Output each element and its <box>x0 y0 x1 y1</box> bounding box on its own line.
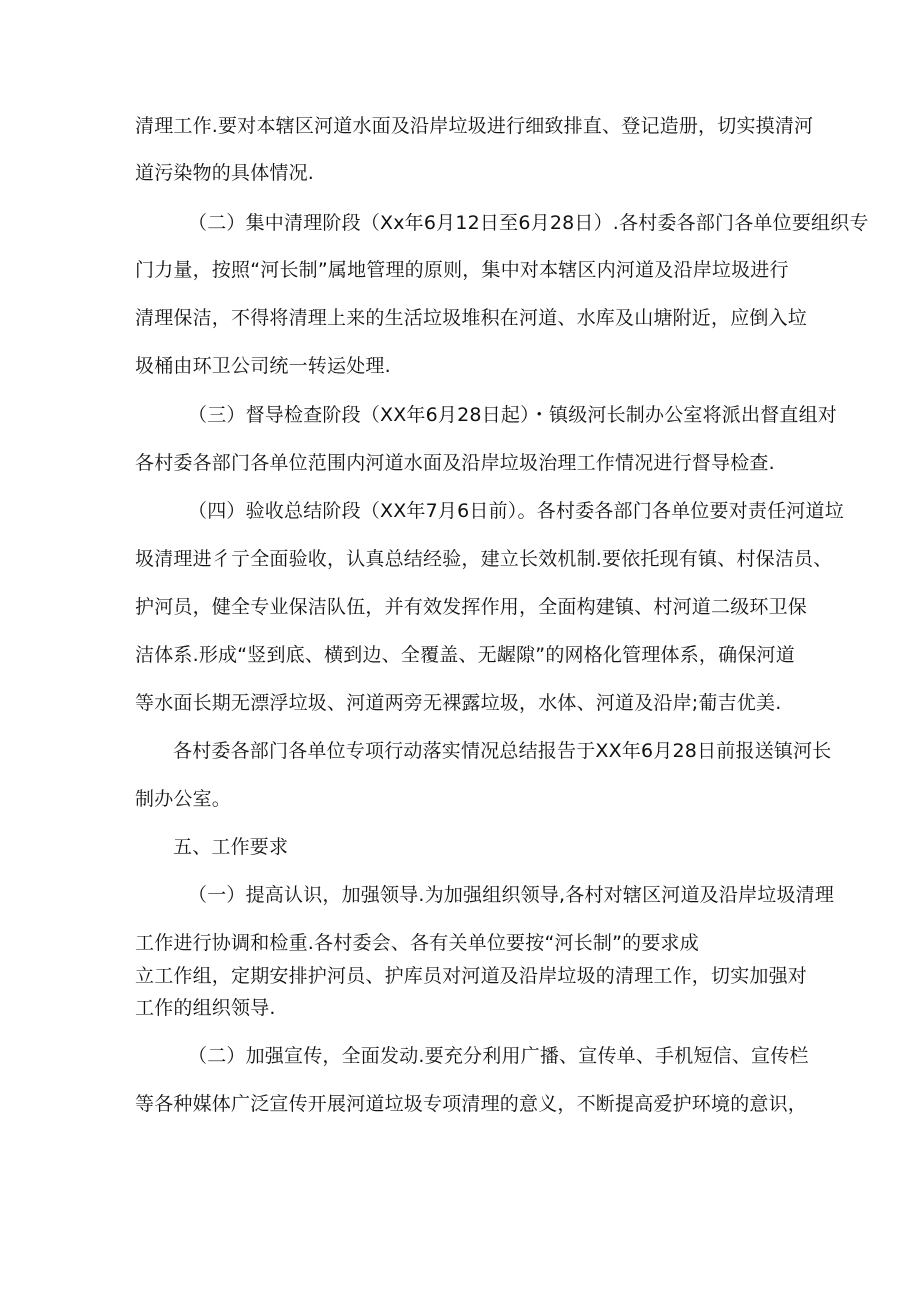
text-line-10: 圾清理进彳亍全面验收，认真总结经验，建立长效机制.要依托现有镇、村保洁员、 <box>135 548 833 570</box>
text-line-9: （四）验收总结阶段（XX年7月6日前）。各村委各部门各单位要对责任河道垃 <box>188 500 844 522</box>
text-line-4: 门力量，按照“河长制”属地管理的原则，集中对本辖区内河道及沿岸垃圾进行 <box>135 259 789 281</box>
text-line-17: （一）提高认识，加强领导.为加强组织领导,各村对辖区河道及沿岸垃圾清理 <box>188 884 835 906</box>
text-line-2: 道污染物的具体情况. <box>135 162 315 184</box>
text-line-13: 等水面长期无漂浮垃圾、河道两旁无裸露垃圾，水体、河道及沿岸;葡吉优美. <box>135 692 782 714</box>
text-line-12: 洁体系.形成“竖到底、横到边、全覆盖、无龌隙”的网格化管理体系，确保河道 <box>135 644 795 666</box>
text-line-18: 工作进行协调和检重.各村委会、各有关单位要按“河长制”的要求成 <box>135 932 699 954</box>
text-line-3: （二）集中清理阶段（Xx年6月12日至6月28日）.各村委各部门各单位要组织专 <box>188 212 869 234</box>
text-line-11: 护河员，健全专业保洁队伍，并有效发挥作用，全面构建镇、村河道二级环卫保 <box>135 596 808 618</box>
text-line-1: 清理工作.要对本辖区河道水面及沿岸垃圾进行细致排直、登记造册，切实摸清河 <box>135 115 814 137</box>
text-line-6: 圾桶由环卫公司统一转运处理. <box>135 355 391 377</box>
text-line-19: 立工作组，定期安排护河员、护库员对河道及沿岸垃圾的清理工作，切实加强对 <box>135 965 808 987</box>
text-line-15: 制办公室。 <box>135 788 232 810</box>
text-line-5: 清理保洁，不得将清理上来的生活垃圾堆积在河道、水库及山塘附近，应倒入垃 <box>135 307 808 329</box>
text-line-20: 工作的组织领导. <box>135 997 276 1019</box>
text-line-14: 各村委各部门各单位专项行动落实情况总结报告于XX年6月28日前报送镇河长 <box>173 740 832 762</box>
text-line-21: （二）加强宣传，全面发动.要充分利用广播、宣传单、手机短信、宣传栏 <box>188 1045 809 1067</box>
text-line-22: 等各种媒体广泛宣传开展河道垃圾专项清理的意义，不断提高爱护环境的意识， <box>135 1093 808 1115</box>
text-line-7: （三）督导检查阶段（XX年6月28日起）・镇级河长制办公室将派出督直组对 <box>188 404 837 426</box>
text-line-8: 各村委各部门各单位范围内河道水面及沿岸垃圾治理工作情况进行督导检查. <box>135 452 775 474</box>
section-heading: 五、工作要求 <box>173 836 289 858</box>
